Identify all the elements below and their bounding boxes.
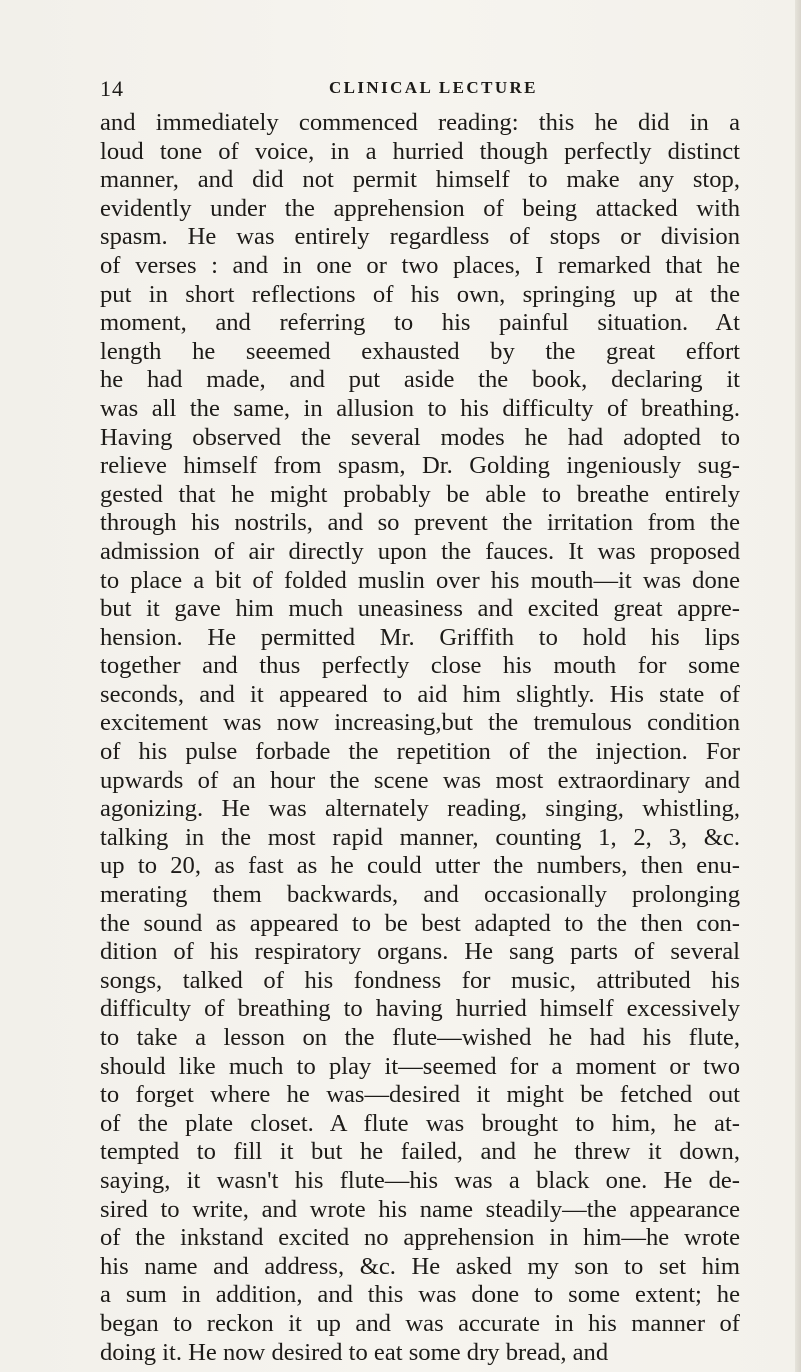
text-line: and immediately commenced reading: this he did in a bbox=[100, 109, 740, 136]
text-line: hension. He permitted Mr. Griffith to hold his lips bbox=[100, 623, 740, 651]
text-line: began to reckon it up and was accurate in his manner of bbox=[100, 1309, 740, 1337]
text-line: upwards of an hour the scene was most extraordinary and bbox=[100, 766, 740, 794]
text-line: was all the same, in allusion to his difficulty of breathing. bbox=[100, 394, 740, 422]
text-line: the sound as appeared to be best adapted to the then con- bbox=[100, 909, 740, 937]
text-line: evidently under the apprehension of being attacked with bbox=[100, 194, 740, 222]
text-line: tempted to fill it but he failed, and he threw it down, bbox=[100, 1138, 740, 1166]
text-line: relieve himself from spasm, Dr. Golding ingeniously sug- bbox=[100, 452, 740, 480]
text-line: to forget where he was—desired it might be fetched out bbox=[100, 1081, 740, 1109]
text-line: Having observed the several modes he had adopted to bbox=[100, 423, 740, 451]
text-line: his name and address, &c. He asked my son to set him bbox=[100, 1252, 740, 1280]
body-text bbox=[100, 109, 740, 1366]
text-line: spasm. He was entirely regardless of stops or division bbox=[100, 223, 740, 251]
text-line: sired to write, and wrote his name steadily—the appearance bbox=[100, 1195, 740, 1223]
page-number: 14 bbox=[100, 76, 124, 101]
page-edge-shadow bbox=[795, 0, 801, 1372]
text-line: together and thus perfectly close his mouth for some bbox=[100, 652, 740, 680]
text-line: of verses : and in one or two places, I remarked that he bbox=[100, 251, 740, 279]
text-line: seconds, and it appeared to aid him slightly. His state of bbox=[100, 680, 740, 708]
text-line: moment, and referring to his painful situation. At bbox=[100, 309, 740, 337]
running-head: CLINICAL LECTURE bbox=[329, 78, 538, 97]
text-line: difficulty of breathing to having hurried himself excessively bbox=[100, 995, 740, 1023]
text-line: length he seeemed exhausted by the great effort bbox=[100, 337, 740, 365]
text-line: talking in the most rapid manner, counting 1, 2, 3, &c. bbox=[100, 823, 740, 851]
text-line: but it gave him much uneasiness and excited great appre- bbox=[100, 595, 740, 623]
text-line: to take a lesson on the flute—wished he had his flute, bbox=[100, 1024, 740, 1051]
text-line: songs, talked of his fondness for music, attributed his bbox=[100, 966, 740, 994]
text-line: up to 20, as fast as he could utter the numbers, then enu- bbox=[100, 852, 740, 880]
text-line: put in short reflections of his own, springing up at the bbox=[100, 280, 740, 308]
text-line: agonizing. He was alternately reading, singing, whistling, bbox=[100, 795, 740, 823]
text-line: doing it. He now desired to eat some dry bread, and bbox=[100, 1338, 609, 1366]
text-line: to place a bit of folded muslin over his mouth—it was done bbox=[100, 566, 740, 594]
text-line: of the inkstand excited no apprehension in him—he wrote bbox=[100, 1224, 740, 1252]
text-line: gested that he might probably be able to breathe entirely bbox=[100, 480, 740, 508]
text-line: dition of his respiratory organs. He sang parts of several bbox=[100, 938, 740, 966]
text-line: of his pulse forbade the repetition of the injection. For bbox=[100, 738, 740, 766]
text-line: excitement was now increasing,but the tremulous condition bbox=[100, 709, 740, 737]
text-line: a sum in addition, and this was done to some extent; he bbox=[100, 1281, 740, 1309]
text-line: saying, it wasn't his flute—his was a black one. He de- bbox=[100, 1166, 740, 1194]
text-line: merating them backwards, and occasionally prolonging bbox=[100, 881, 740, 909]
page-header bbox=[100, 76, 740, 106]
text-line: loud tone of voice, in a hurried though perfectly distinct bbox=[100, 137, 740, 165]
text-line: through his nostrils, and so prevent the irritation from the bbox=[100, 509, 740, 537]
text-line: of the plate closet. A flute was brought to him, he at- bbox=[100, 1109, 740, 1137]
text-line: manner, and did not permit himself to make any stop, bbox=[100, 166, 740, 194]
text-line: should like much to play it—seemed for a moment or two bbox=[100, 1052, 740, 1080]
text-line: he had made, and put aside the book, declaring it bbox=[100, 366, 740, 394]
text-line: admission of air directly upon the fauces. It was proposed bbox=[100, 537, 740, 565]
